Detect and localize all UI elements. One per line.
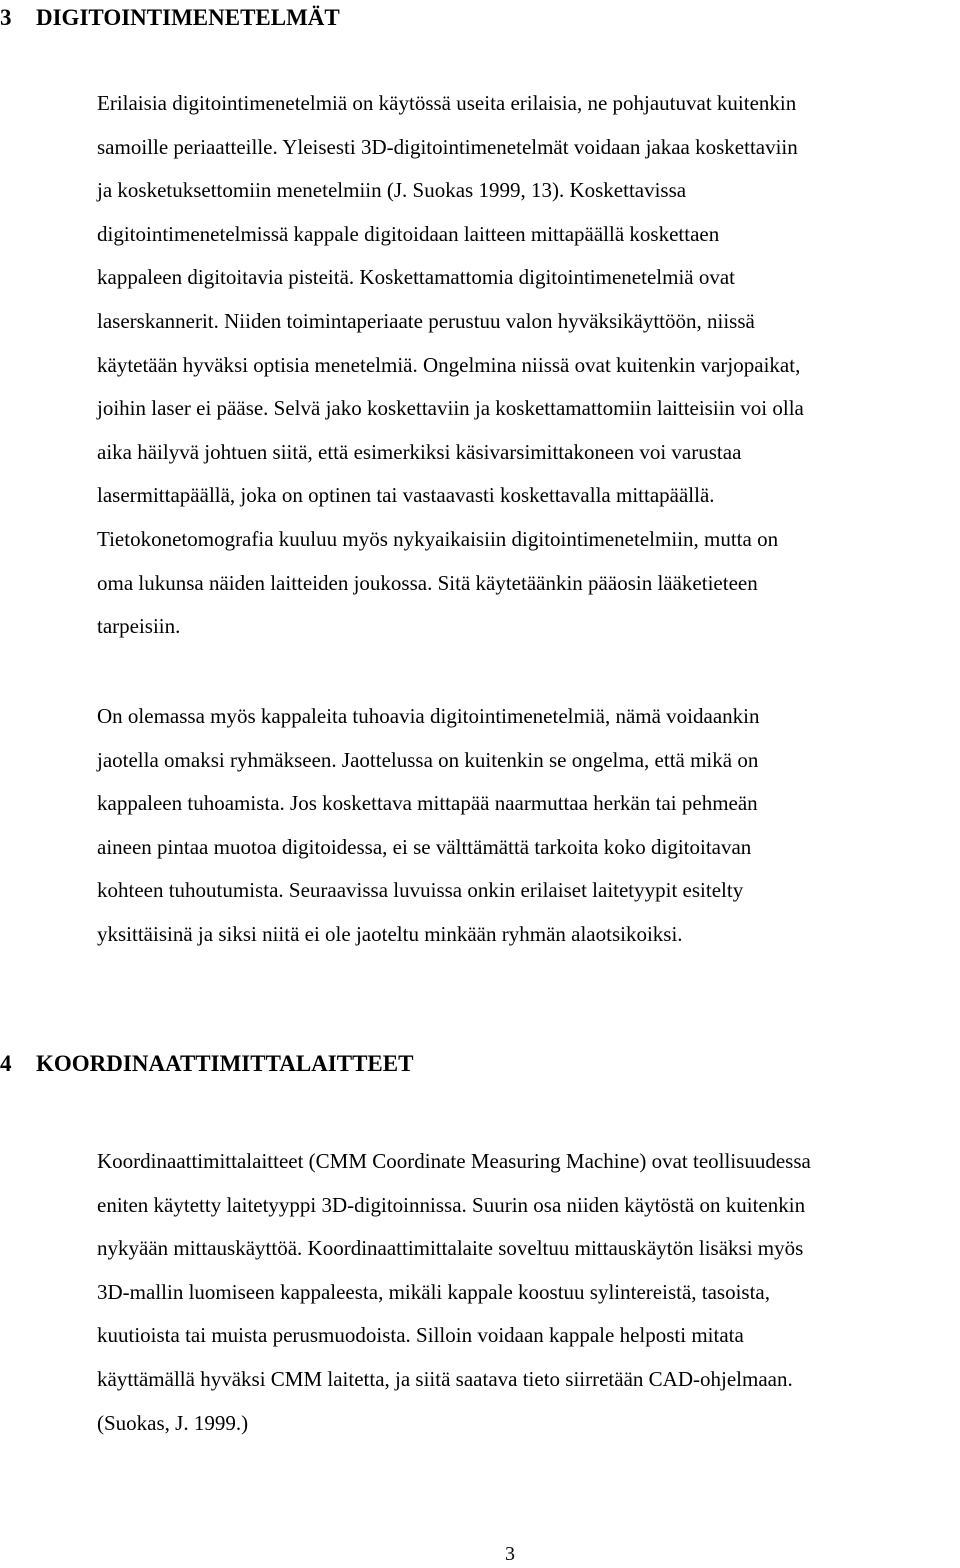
text-line: eniten käytetty laitetyyppi 3D-digitoinnissa. Suurin osa niiden käytöstä on kuitenkin (97, 1192, 806, 1217)
text-line: joihin laser ei pääse. Selvä jako koskettaviin ja koskettamattomiin laitteisiin voi olla (97, 396, 804, 421)
text-line: 3D-mallin luomiseen kappaleesta, mikäli kappale koostuu sylintereistä, tasoista, (97, 1279, 771, 1304)
text-line: (Suokas, J. 1999.) (97, 1410, 249, 1435)
section-4-title: KOORDINAATTIMITTALAITTEET (36, 1051, 414, 1076)
text-line: aineen pintaa muotoa digitoidessa, ei se välttämättä tarkoita koko digitoitavan (97, 834, 752, 859)
text-line: tarpeisiin. (97, 614, 181, 639)
text-line: kappaleen tuhoamista. Jos koskettava mittapää naarmuttaa herkän tai pehmeän (97, 791, 758, 816)
section-4-number: 4 (0, 1051, 12, 1076)
section-4-heading (0, 1049, 413, 1079)
section-3-title: DIGITOINTIMENETELMÄT (36, 5, 340, 30)
text-line: laserskannerit. Niiden toimintaperiaate perustuu valon hyväksikäyttöön, niissä (97, 308, 755, 333)
section-3-paragraph-1 (97, 82, 960, 649)
text-line: Tietokonetomografia kuuluu myös nykyaikaisiin digitointimenetelmiin, mutta on (97, 526, 779, 551)
text-line: nykyään mittauskäyttöä. Koordinaattimittalaite soveltuu mittauskäytön lisäksi myös (97, 1236, 804, 1261)
text-line: digitointimenetelmissä kappale digitoidaan laitteen mittapäällä koskettaen (97, 221, 720, 246)
text-line: lasermittapäällä, joka on optinen tai vastaavasti koskettavalla mittapäällä. (97, 483, 715, 508)
text-line: Koordinaattimittalaitteet (CMM Coordinate Measuring Machine) ovat teollisuudessa (97, 1149, 811, 1173)
text-line: kappaleen digitoitavia pisteitä. Koskettamattomia digitointimenetelmiä ovat (97, 265, 735, 290)
section-4-paragraph-1 (97, 1140, 960, 1445)
text-line: aika häilyvä johtuen siitä, että esimerkiksi käsivarsimittakoneen voi varustaa (97, 439, 742, 464)
text-line: On olemassa myös kappaleita tuhoavia digitointimenetelmiä, nämä voidaankin (97, 704, 760, 728)
text-line: kohteen tuhoutumista. Seuraavissa luvuissa onkin erilaiset laitetyypit esitelty (97, 878, 744, 903)
page-number: 3 (505, 1543, 515, 1565)
section-3-number: 3 (0, 5, 12, 30)
text-line: käyttämällä hyväksi CMM laitetta, ja siitä saatava tieto siirretään CAD-ohjelmaan. (97, 1366, 793, 1391)
text-line: ja kosketuksettomiin menetelmiin (J. Suokas 1999, 13). Koskettavissa (97, 178, 687, 203)
text-line: oma lukunsa näiden laitteiden joukossa. Sitä käytetäänkin pääosin lääketieteen (97, 570, 758, 595)
text-line: samoille periaatteille. Yleisesti 3D-digitointimenetelmät voidaan jakaa koskettaviin (97, 134, 798, 159)
text-line: yksittäisinä ja siksi niitä ei ole jaoteltu minkään ryhmän alaotsikoiksi. (97, 921, 683, 946)
section-3-heading (0, 3, 340, 33)
section-3-paragraph-2 (97, 695, 960, 957)
text-line: jaotella omaksi ryhmäkseen. Jaottelussa on kuitenkin se ongelma, että mikä on (97, 747, 759, 772)
text-line: Erilaisia digitointimenetelmiä on käytössä useita erilaisia, ne pohjautuvat kuitenkin (97, 91, 797, 115)
text-line: kuutioista tai muista perusmuodoista. Silloin voidaan kappale helposti mitata (97, 1323, 744, 1348)
text-line: käytetään hyväksi optisia menetelmiä. Ongelmina niissä ovat kuitenkin varjopaikat, (97, 352, 801, 377)
